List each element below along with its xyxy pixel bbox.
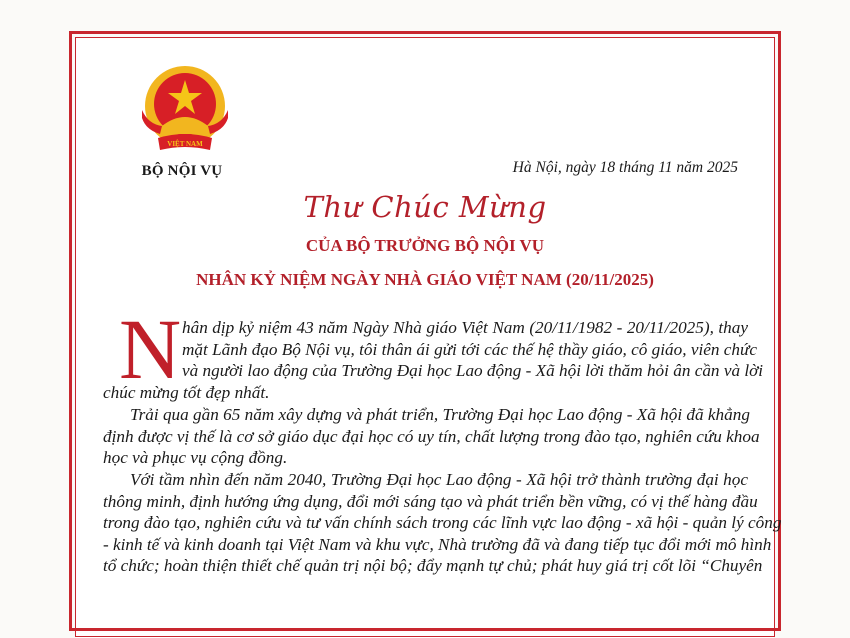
paragraph-2-line: học và phục vụ cộng đồng. <box>103 448 288 467</box>
heading-sender: CỦA BỘ TRƯỞNG BỘ NỘI VỤ <box>305 236 545 255</box>
heading-occasion: NHÂN KỶ NIỆM NGÀY NHÀ GIÁO VIỆT NAM (20/11/2025) <box>196 270 654 289</box>
letter-title: Thư Chúc Mừng <box>303 190 547 224</box>
drop-cap: N <box>119 301 182 397</box>
ministry-name: BỘ NỘI VỤ <box>141 163 223 179</box>
paragraph-3-line: thông minh, định hướng ứng dụng, đổi mới sáng tạo và phát triển bền vững, có vị thế hàng đầu <box>103 492 758 511</box>
paragraph-3-line: tổ chức; hoàn thiện thiết chế quản trị nội bộ; đẩy mạnh tự chủ; phát huy giá trị cốt lõi “Chuyên <box>103 556 763 575</box>
paragraph-1-line: chúc mừng tốt đẹp nhất. <box>103 383 270 402</box>
svg-text:VIỆT NAM: VIỆT NAM <box>167 140 203 148</box>
paragraph-1-line: mặt Lãnh đạo Bộ Nội vụ, tôi thân ái gửi tới các thế hệ thầy giáo, cô giáo, viên chức <box>182 340 757 359</box>
paragraph-3-line: Với tầm nhìn đến năm 2040, Trường Đại học Lao động - Xã hội trở thành trường đại học <box>130 470 748 489</box>
paragraph-2-line: Trải qua gần 65 năm xây dựng và phát triển, Trường Đại học Lao động - Xã hội đã khẳng <box>130 405 750 424</box>
paragraph-2-line: định được vị thế là cơ sở giáo dục đại học có uy tín, chất lượng trong đào tạo, nghiên cứu khoa <box>103 427 760 446</box>
paragraph-1-line: hân dịp kỷ niệm 43 năm Ngày Nhà giáo Việt Nam (20/11/1982 - 20/11/2025), thay <box>182 318 748 337</box>
paragraph-1-line: và người lao động của Trường Đại học Lao động - Xã hội lời thăm hỏi ân cần và lời <box>182 361 764 380</box>
paragraph-3-line: trong đào tạo, nghiên cứu và tư vấn chính sách trong các lĩnh vực lao động - xã hội - quản lý công <box>103 513 782 532</box>
letter-date: Hà Nội, ngày 18 tháng 11 năm 2025 <box>512 159 738 176</box>
national-emblem-icon <box>140 64 230 158</box>
paragraph-3-line: - kinh tế và kinh doanh tại Việt Nam và khu vực, Nhà trường đã và đang tiếp tục đổi mới mô hình <box>103 535 772 554</box>
